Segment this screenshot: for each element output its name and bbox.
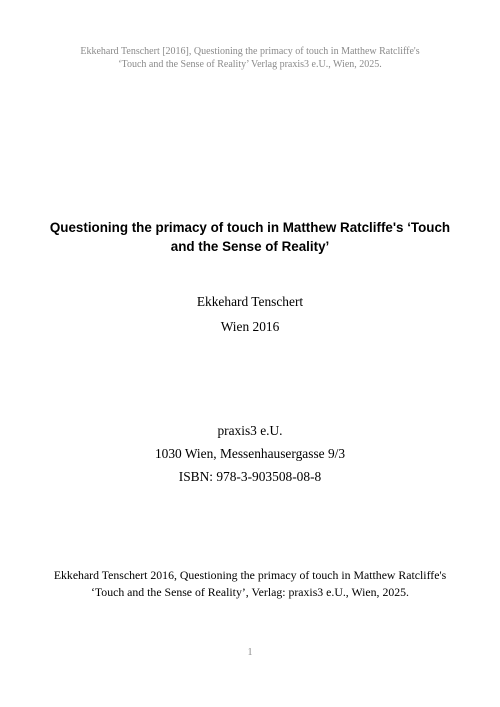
document-title xyxy=(40,218,460,256)
isbn: ISBN: 978-3-903508-08-8 xyxy=(178,469,322,484)
title-line-2: and the Sense of Reality’ xyxy=(170,239,330,254)
publisher-name: praxis3 e.U. xyxy=(217,423,283,438)
publisher-address: 1030 Wien, Messenhausergasse 9/3 xyxy=(154,446,346,461)
header-citation-note xyxy=(40,45,460,71)
header-note-line-1: Ekkehard Tenschert [2016], Questioning the primacy of touch in Matthew Ratcliffe's xyxy=(80,46,420,57)
title-line-1: Questioning the primacy of touch in Matthew Ratcliffe's ‘Touch xyxy=(49,220,451,235)
publisher-block xyxy=(0,423,500,492)
author-name: Ekkehard Tenschert xyxy=(196,294,304,309)
citation-line-2: ‘Touch and the Sense of Reality’, Verlag: praxis3 e.U., Wien, 2025. xyxy=(90,585,409,599)
citation-line-1: Ekkehard Tenschert 2016, Questioning the primacy of touch in Matthew Ratcliffe's xyxy=(53,568,447,582)
header-note-line-2: ‘Touch and the Sense of Reality’ Verlag praxis3 e.U., Wien, 2025. xyxy=(118,59,382,70)
page-number: 1 xyxy=(247,647,253,658)
citation-block xyxy=(30,567,470,601)
place-and-year: Wien 2016 xyxy=(220,319,280,334)
